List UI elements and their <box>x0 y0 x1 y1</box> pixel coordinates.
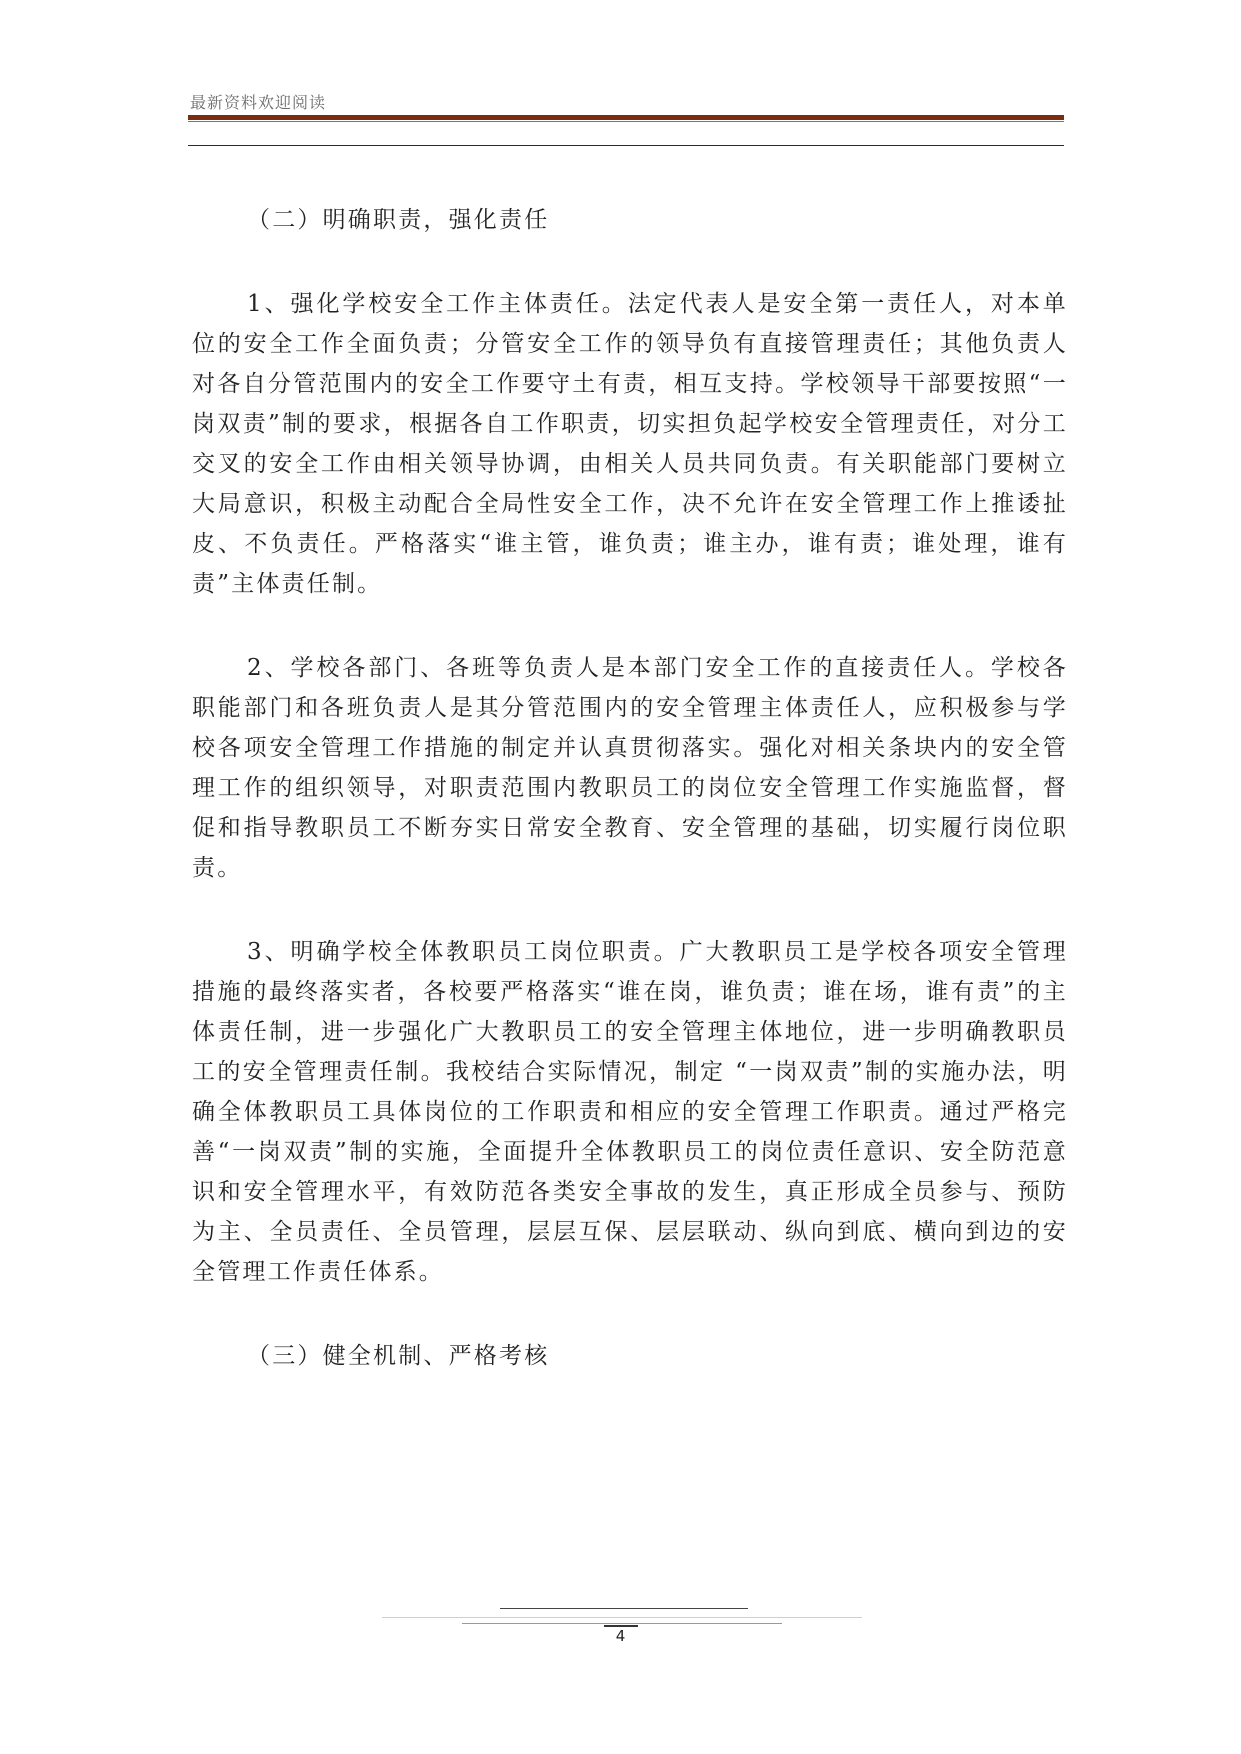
paragraph-2: 2、学校各部门、各班等负责人是本部门安全工作的直接责任人。学校各职能部门和各班负责人是其分管范围内的安全管理主体责任人，应积极参与学校各项安全管理工作措施的制定并认真贯彻落实。强化对相关条块内的安全管理工作的组织领导，对职责范围内教职员工的岗位安全管理工作实施监督，督促和指导教职员工不断夯实日常安全教育、安全管理的基础，切实履行岗位职责。 <box>192 655 1068 881</box>
paragraph-1: 1、强化学校安全工作主体责任。法定代表人是安全第一责任人，对本单位的安全工作全面负责；分管安全工作的领导负有直接管理责任；其他负责人对各自分管范围内的安全工作要守土有责，相互支持。学校领导干部要按照“一岗双责”制的要求，根据各自工作职责，切实担负起学校安全管理责任，对分工交叉的安全工作由相关领导协调，由相关人员共同负责。有关职能部门要树立大局意识，积极主动配合全局性安全工作，决不允许在安全管理工作上推诿扯皮、不负责任。严格落实“谁主管，谁负责；谁主办，谁有责；谁处理，谁有责”主体责任制。 <box>192 291 1068 597</box>
spacer <box>192 604 1068 648</box>
header-rule-accent <box>188 121 1064 122</box>
spacer <box>192 888 1068 932</box>
header-rule-thin <box>188 145 1064 146</box>
header-text: 最新资料欢迎阅读 <box>190 93 327 112</box>
page-number: 4 <box>615 1627 626 1645</box>
section-heading-3: （三）健全机制、严格考核 <box>247 1343 550 1369</box>
footer-rule <box>500 1608 748 1609</box>
spacer <box>192 1292 1068 1336</box>
section-heading-2: （二）明确职责，强化责任 <box>247 207 550 233</box>
paragraph-3: 3、明确学校全体教职员工岗位职责。广大教职员工是学校各项安全管理措施的最终落实者，各校要严格落实“谁在岗，谁负责；谁在场，谁有责”的主体责任制，进一步强化广大教职员工的安全管理主体地位，进一步明确教职员工的安全管理责任制。我校结合实际情况，制定 “一岗双责”制的实施办法，明确全体教职员工具体岗位的工作职责和相应的安全管理工作职责。通过严格完善“一岗双责”制的实施，全面提升全体教职员工的岗位责任意识、安全防范意识和安全管理水平，有效防范各类安全事故的发生，真正形成全员参与、预防为主、全员责任、全员管理，层层互保、层层联动、纵向到底、横向到边的安全管理工作责任体系。 <box>192 939 1068 1285</box>
spacer <box>192 240 1068 284</box>
header-rule-thick <box>188 115 1064 120</box>
document-body <box>192 200 1068 1376</box>
footer-rule <box>462 1623 782 1624</box>
footer-rule <box>382 1617 862 1618</box>
